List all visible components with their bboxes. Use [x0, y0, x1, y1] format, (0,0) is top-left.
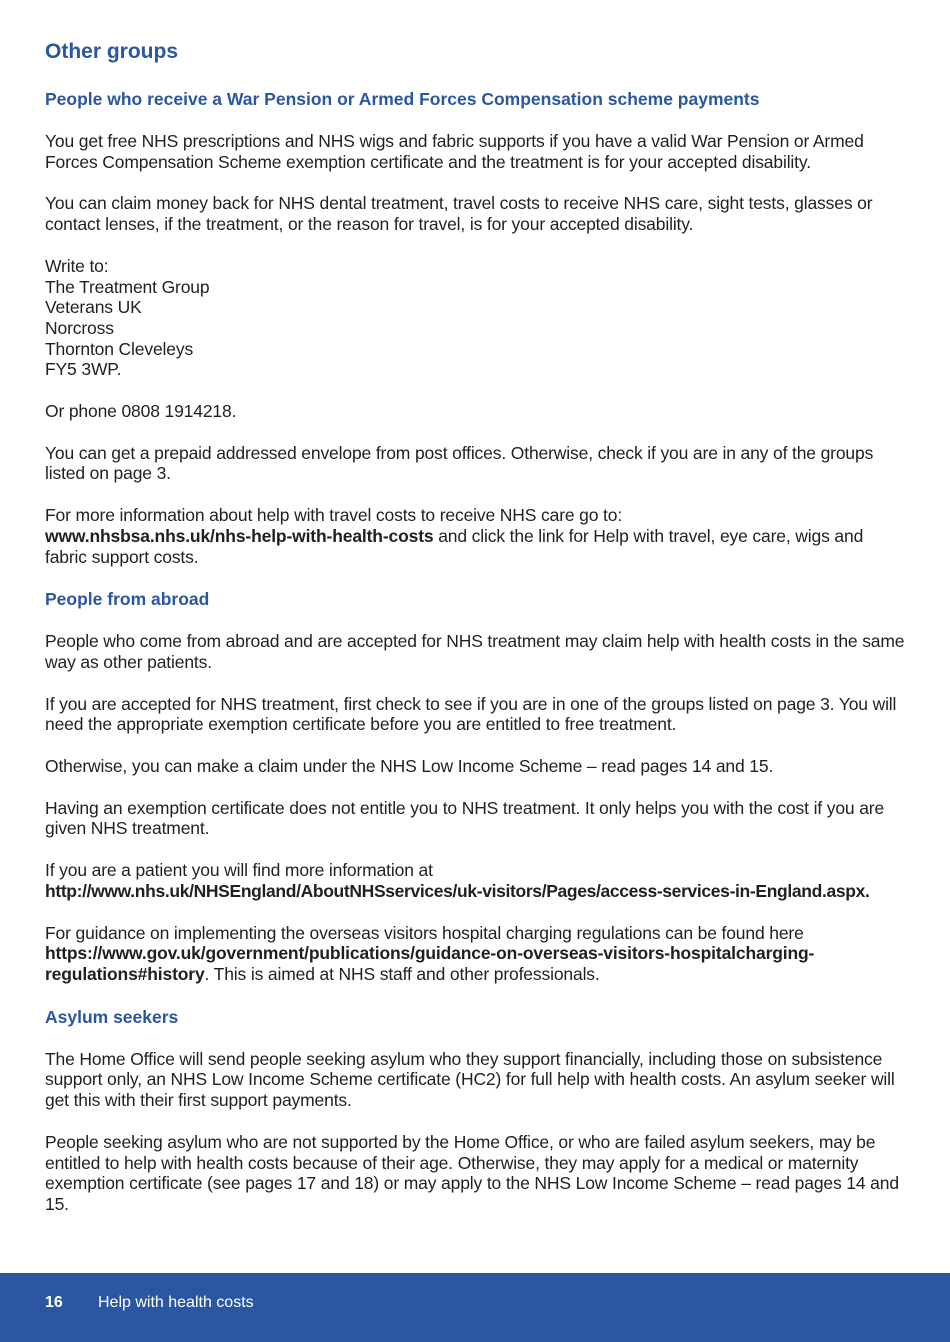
war-pension-heading: People who receive a War Pension or Armed Forces Compensation scheme payments	[45, 89, 760, 109]
gov-guidance-link[interactable]: https://www.gov.uk/government/publications/guidance-on-overseas-visitors-hospitalcharging-regulations#history	[45, 943, 815, 984]
nhs-visitors-link[interactable]: http://www.nhs.uk/NHSEngland/AboutNHSservices/uk-visitors/Pages/access-services-in-England.aspx.	[45, 880, 870, 901]
abroad-paragraph-2: If you are accepted for NHS treatment, first check to see if you are in one of the groups listed on page 3. You will need the appropriate exemption certificate before you are entitled to free treatment.	[45, 693, 897, 735]
guidance-lead: For guidance on implementing the overseas visitors hospital charging regulations can be found here	[45, 922, 804, 943]
asylum-paragraph-2: People seeking asylum who are not supported by the Home Office, or who are failed asylum seekers, may be entitled to help with health costs because of their age. Otherwise, they may apply for a medical or maternity exemption certificate (see pages 17 and 18) or may apply to the NHS Low Income Scheme – read pages 14 and 15.	[45, 1131, 899, 1214]
envelope-paragraph: You can get a prepaid addressed envelope from post offices. Otherwise, check if you are in any of the groups listed on page 3.	[45, 442, 874, 484]
guidance-paragraph	[45, 923, 907, 985]
more-info-paragraph	[45, 505, 907, 567]
footer-title: Help with health costs	[98, 1294, 254, 1311]
page-content	[45, 38, 907, 1236]
abroad-paragraph-1: People who come from abroad and are accepted for NHS treatment may claim help with health costs in the same way as other patients.	[45, 631, 905, 672]
address-line: The Treatment Group	[45, 276, 210, 297]
address-line: Norcross	[45, 317, 114, 338]
page-number: 16	[45, 1294, 63, 1311]
postal-address	[45, 256, 907, 380]
asylum-heading: Asylum seekers	[45, 1006, 179, 1027]
address-line: Veterans UK	[45, 297, 142, 318]
asylum-paragraph-1: The Home Office will send people seeking asylum who they support financially, including those on subsistence support only, an NHS Low Income Scheme certificate (HC2) for full help with health costs. An asylum seeker will get this with their first support payments.	[45, 1048, 895, 1111]
nhsbsa-link[interactable]: www.nhsbsa.nhs.uk/nhs-help-with-health-costs	[45, 525, 434, 546]
asylum-section	[45, 1006, 907, 1215]
abroad-paragraph-3: Otherwise, you can make a claim under the NHS Low Income Scheme – read pages 14 and 15.	[45, 756, 774, 777]
patient-info-lead: If you are a patient you will find more information at	[45, 860, 433, 881]
war-pension-paragraph-1: You get free NHS prescriptions and NHS wigs and fabric supports if you have a valid War Pension or Armed Forces Compensation Scheme exemption certificate and the treatment is for your accepted disability.	[45, 131, 864, 172]
address-line: Write to:	[45, 255, 109, 276]
guidance-tail: . This is aimed at NHS staff and other professionals.	[204, 963, 600, 984]
page-title: Other groups	[45, 40, 179, 63]
patient-info-paragraph	[45, 860, 907, 901]
abroad-paragraph-4: Having an exemption certificate does not entitle you to NHS treatment. It only helps you with the cost if you are given NHS treatment.	[45, 797, 885, 839]
address-line: FY5 3WP.	[45, 359, 122, 380]
abroad-section	[45, 588, 907, 984]
address-line: Thornton Cleveleys	[45, 338, 194, 359]
more-info-tail: and click the link for Help with travel, eye care, wigs and fabric support costs.	[45, 525, 864, 567]
more-info-lead: For more information about help with travel costs to receive NHS care go to:	[45, 505, 623, 526]
page-footer	[0, 1273, 950, 1342]
war-pension-paragraph-2: You can claim money back for NHS dental treatment, travel costs to receive NHS care, sight tests, glasses or contact lenses, if the treatment, or the reason for travel, is for your accepted disability.	[45, 193, 873, 235]
war-pension-section	[45, 88, 907, 567]
phone-number: Or phone 0808 1914218.	[45, 401, 237, 422]
abroad-heading: People from abroad	[45, 589, 210, 610]
